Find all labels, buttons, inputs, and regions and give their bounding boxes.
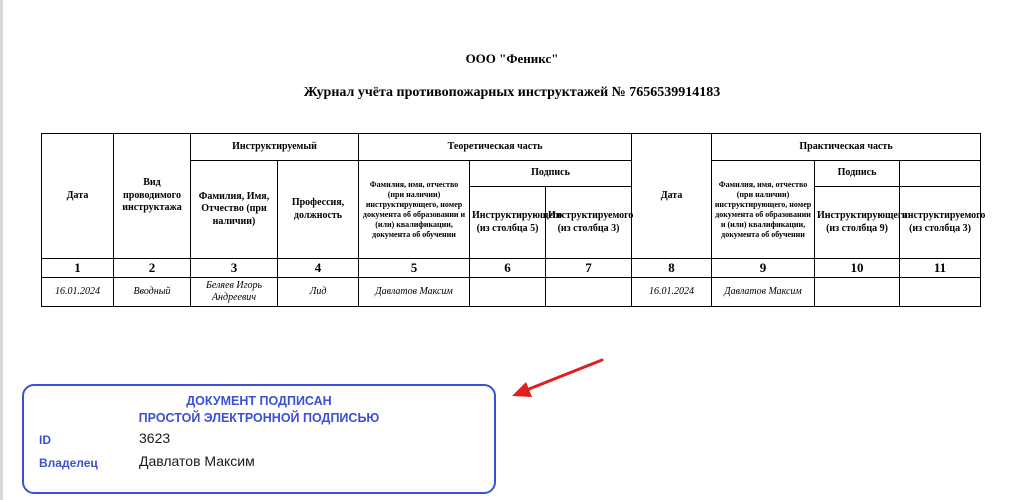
header-instructor-fio: Фамилия, имя, отчество (при наличии) инструктирующего, номер документа об образовании и (или) квалификации, документа об обучении [359, 161, 470, 259]
column-number: 6 [470, 259, 546, 278]
red-arrow-icon [508, 355, 608, 400]
header-sig-instructed: Инструктируемого (из столбца 3) [546, 187, 632, 259]
stamp-title: ДОКУМЕНТ ПОДПИСАН [186, 394, 332, 408]
header-sig-instructor-practice: Инструктирующего (из столбца 9) [815, 187, 900, 259]
cell-date: 16.01.2024 [42, 278, 114, 307]
cell-sig-instructor-practice [815, 278, 900, 307]
header-instructor-fio-practice: Фамилия, имя, отчество (при наличии) инструктирующего, номер документа об образовании и (или) квалификации, документа об обучении [712, 161, 815, 259]
column-number: 8 [632, 259, 712, 278]
cell-sig-instructed-practice [900, 278, 981, 307]
column-number: 10 [815, 259, 900, 278]
header-group-instructed: Инструктируемый [191, 134, 359, 161]
column-number: 4 [278, 259, 359, 278]
column-number: 11 [900, 259, 981, 278]
column-number: 1 [42, 259, 114, 278]
stamp-subtitle: ПРОСТОЙ ЭЛЕКТРОННОЙ ПОДПИСЬЮ [138, 411, 380, 425]
journal-table [41, 133, 986, 307]
cell-sig-instructor [470, 278, 546, 307]
header-group-practice: Практическая часть [712, 134, 981, 161]
header-group-theory: Теоретическая часть [359, 134, 632, 161]
header-date: Дата [42, 134, 114, 259]
header-sig-instructed-practice: инструктируемого (из столбца 3) [900, 187, 981, 259]
header-fio: Фамилия, Имя, Отчество (при наличии) [191, 161, 278, 259]
header-signature-group-practice: Подпись [815, 161, 900, 187]
cell-fio: Беляев Игорь Андреевич [191, 278, 278, 307]
cell-instructor: Давлатов Максим [359, 278, 470, 307]
page-edge [0, 0, 3, 500]
column-number: 7 [546, 259, 632, 278]
header-instruction-type: Вид проводимого инструктажа [114, 134, 191, 259]
header-date-practice: Дата [632, 134, 712, 259]
column-number: 9 [712, 259, 815, 278]
header-sig-instructor: Инструктирующего (из столбца 5) [470, 187, 546, 259]
header-empty-cell [900, 161, 981, 187]
cell-profession: Лид [278, 278, 359, 307]
column-number: 3 [191, 259, 278, 278]
column-number: 5 [359, 259, 470, 278]
journal-title: Журнал учёта противопожарных инструктажей № 7656539914183 [303, 85, 721, 100]
column-number: 2 [114, 259, 191, 278]
header-signature-group: Подпись [470, 161, 632, 187]
organization-name: ООО "Феникс" [465, 51, 559, 66]
column-numbers-row [42, 259, 981, 278]
table-row [42, 278, 981, 307]
electronic-signature-stamp [22, 384, 496, 494]
stamp-id-label: ID [39, 433, 51, 447]
header-profession: Профессия, должность [278, 161, 359, 259]
stamp-owner-label: Владелец [39, 456, 98, 470]
stamp-id-value: 3623 [139, 430, 171, 446]
cell-sig-instructed [546, 278, 632, 307]
cell-instruction-type: Вводный [114, 278, 191, 307]
cell-date-practice: 16.01.2024 [632, 278, 712, 307]
cell-instructor-practice: Давлатов Максим [712, 278, 815, 307]
stamp-owner-value: Давлатов Максим [139, 453, 255, 469]
